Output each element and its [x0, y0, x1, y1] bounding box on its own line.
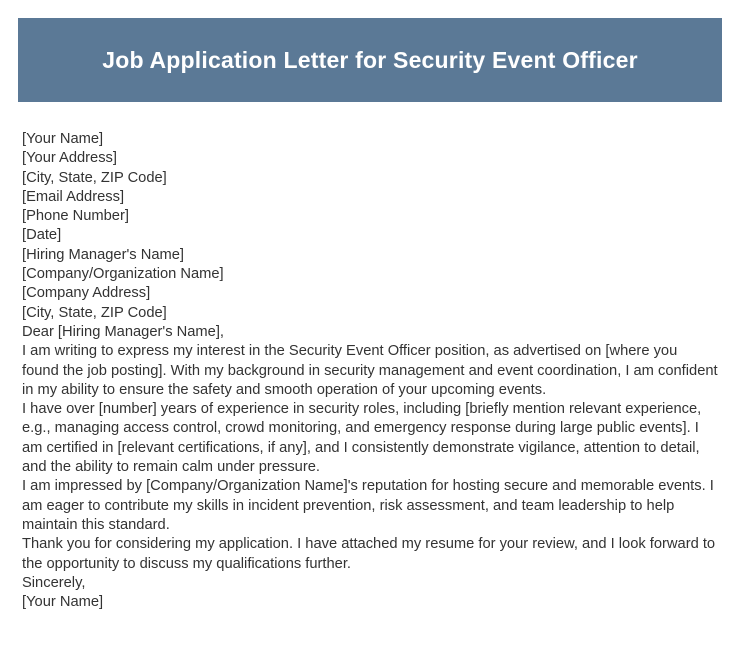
closing: Sincerely,	[22, 574, 86, 591]
page-title: Job Application Letter for Security Event Officer	[102, 46, 638, 73]
salutation: Dear [Hiring Manager's Name],	[22, 323, 224, 340]
signature-name: [Your Name]	[22, 594, 104, 611]
recipient-hiring-manager: [Hiring Manager's Name]	[22, 246, 184, 263]
sender-email: [Email Address]	[22, 188, 125, 205]
body-paragraph-3: I am impressed by [Company/Organization Name]'s reputation for hosting secure and memorable events. I am eager to contribute my skills in incident prevention, risk assessment, and team leadership to help maintain this standard.	[22, 478, 718, 533]
body-paragraph-2: I have over [number] years of experience in security roles, including [briefly mention relevant experience, e.g., managing access control, crowd monitoring, and emergency response during large public events]. I am certified in [relevant certifications, if any], and I consistently demonstrate vigilance, attention to detail, and the ability to remain calm under pressure.	[22, 401, 706, 476]
sender-city-state-zip: [City, State, ZIP Code]	[22, 169, 167, 186]
sender-block	[22, 130, 718, 246]
body-paragraph-4: Thank you for considering my application. I have attached my resume for your review, and I look forward to the opportunity to discuss my qualifications further.	[22, 536, 720, 572]
recipient-city-state-zip: [City, State, ZIP Code]	[22, 304, 167, 321]
recipient-block	[22, 246, 718, 323]
document-header-banner	[18, 18, 722, 102]
body-paragraph-1: I am writing to express my interest in the Security Event Officer position, as advertised on [where you found the job posting]. With my background in security management and event coordination, I am confident in my ability to ensure the safety and smooth operation of your upcoming events.	[22, 343, 722, 398]
recipient-address: [Company Address]	[22, 285, 151, 302]
sender-address: [Your Address]	[22, 150, 117, 167]
recipient-company: [Company/Organization Name]	[22, 266, 224, 283]
letter-body	[22, 130, 722, 612]
sender-name: [Your Name]	[22, 131, 104, 147]
sender-phone: [Phone Number]	[22, 208, 129, 225]
letter-date: [Date]	[22, 227, 62, 244]
document-page	[0, 18, 740, 647]
